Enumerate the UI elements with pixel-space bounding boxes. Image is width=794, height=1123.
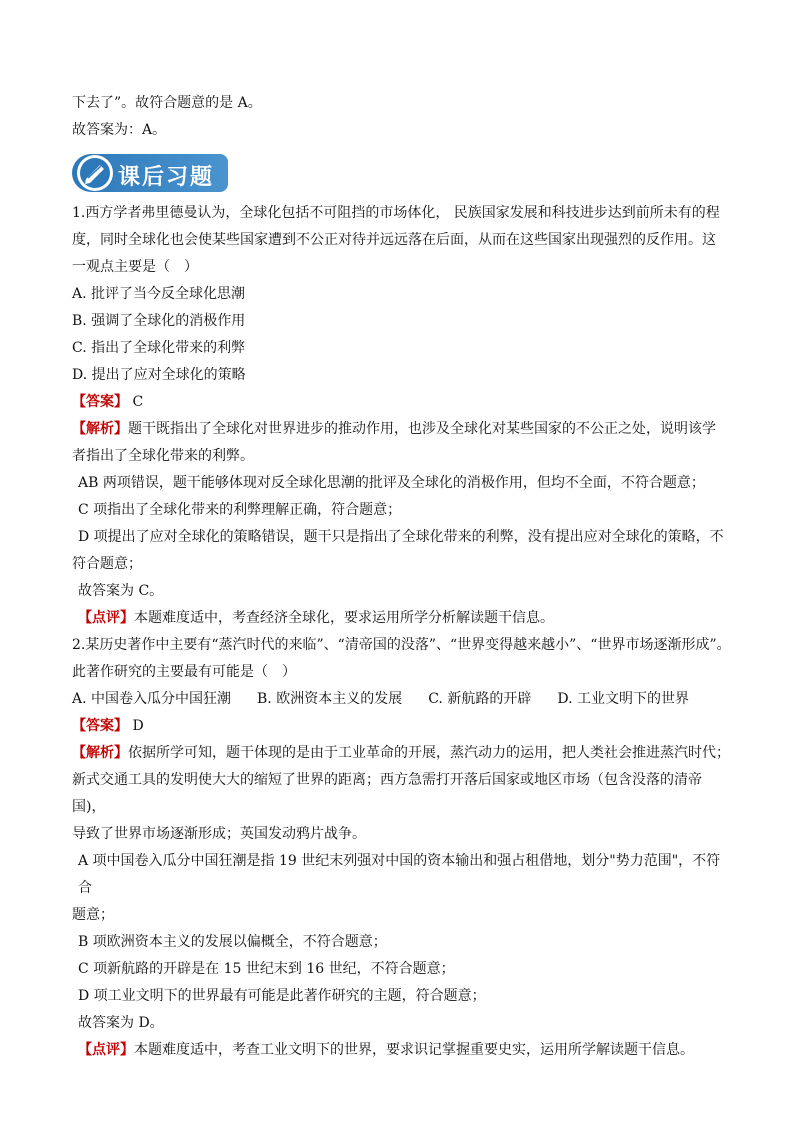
analysis-text: 题干既指出了全球化对世界进步的推动作用，也涉及全球化对某些国家的不公正之处，说明该学 — [128, 421, 716, 437]
q2-comment — [72, 1037, 732, 1064]
analysis-tag: 【解析】 — [72, 421, 128, 437]
comment-text: 本题难度适中，考查经济全球化，要求运用所学分析解读题干信息。 — [134, 610, 554, 626]
section-banner — [72, 152, 732, 196]
pencil-book-icon — [76, 154, 114, 192]
q2-option-c: C. 新航路的开辟 — [428, 691, 532, 707]
comment-tag: 【点评】 — [78, 1042, 134, 1058]
q2-explanation: A 项中国卷入瓜分中国狂潮是指 19 世纪末列强对中国的资本输出和强占租借地，划分"势力范围"，不符合 — [78, 853, 721, 896]
q1-explanation: D 项提出了应对全球化的策略错误，题干只是指出了全球化带来的利弊，没有提出应对全球化的策略，不 — [78, 529, 724, 545]
q2-option-a: A. 中国卷入瓜分中国狂潮 — [72, 691, 232, 707]
q1-final-answer: 故答案为 C。 — [78, 583, 164, 599]
q2-analysis-line: 导致了世界市场逐渐形成；英国发动鸦片战争。 — [72, 826, 366, 842]
q1-option-c: C. 指出了全球化带来的利弊 — [72, 340, 246, 356]
q2-option-d: D. 工业文明下的世界 — [557, 691, 689, 707]
q1-option-d: D. 提出了应对全球化的策略 — [72, 367, 246, 383]
q1-option-a: A. 批评了当今反全球化思潮 — [72, 286, 246, 302]
intro-answer: 故答案为：A。 — [72, 122, 167, 138]
answer-value: D — [128, 718, 144, 734]
section-title: 课后习题 — [118, 165, 215, 190]
intro-line: 下去了”。故符合题意的是 A。 — [72, 95, 262, 111]
q2-analysis — [72, 740, 732, 767]
q1-analysis — [72, 416, 732, 443]
q1-stem-line: 一观点主要是（ ） — [72, 259, 198, 275]
q2-explanation: C 项新航路的开辟是在 15 世纪末到 16 世纪，不符合题意； — [78, 961, 455, 977]
q1-explanation: 符合题意； — [72, 556, 142, 572]
comment-text: 本题难度适中，考查工业文明下的世界，要求识记掌握重要史实，运用所学解读题干信息。 — [134, 1042, 694, 1058]
q1-analysis-line: 者指出了全球化带来的利弊。 — [72, 448, 254, 464]
q1-option-b: B. 强调了全球化的消极作用 — [72, 313, 246, 329]
q2-explanation: 题意； — [72, 907, 114, 923]
q2-answer — [72, 713, 732, 740]
q2-options — [72, 686, 732, 713]
q2-explanation: B 项欧洲资本主义的发展以偏概全，不符合题意； — [78, 934, 387, 950]
q1-stem-line: 1.西方学者弗里德曼认为，全球化包括不可阻挡的市场体化， 民族国家发展和科技进步达到前所未有的程 — [72, 205, 720, 221]
q2-explanation: D 项工业文明下的世界最有可能是此著作研究的主题，符合题意； — [78, 988, 486, 1004]
answer-tag: 【答案】 — [72, 394, 128, 410]
document-page — [72, 90, 732, 1064]
question-1 — [72, 200, 732, 632]
q1-answer — [72, 389, 732, 416]
comment-tag: 【点评】 — [78, 610, 134, 626]
answer-value: C — [128, 394, 144, 410]
q1-stem-line: 度，同时全球化也会使某些国家遭到不公正对待并远远落在后面，从而在这些国家出现强烈的反作用。这 — [72, 232, 716, 248]
question-2 — [72, 632, 732, 1064]
q1-explanation: C 项指出了全球化带来的利弊理解正确，符合题意； — [78, 502, 402, 518]
q2-analysis-line: 新式交通工具的发明使大大的缩短了世界的距离；西方急需打开落后国家或地区市场（包含没落的清帝国)， — [72, 772, 702, 815]
q1-comment — [72, 605, 732, 632]
answer-tag: 【答案】 — [72, 718, 128, 734]
q2-stem-line: 2.某历史著作中主要有“蒸汽时代的来临”、“清帝国的没落”、“世界变得越来越小”、“世界市场逐渐形成”。 — [72, 637, 731, 653]
q2-final-answer: 故答案为 D。 — [78, 1015, 164, 1031]
analysis-text: 依据所学可知，题干体现的是由于工业革命的开展，蒸汽动力的运用，把人类社会推进蒸汽时代； — [128, 745, 730, 761]
q1-explanation: AB 两项错误，题干能够体现对反全球化思潮的批评及全球化的消极作用，但均不全面，不符合题意； — [78, 475, 705, 491]
q2-option-b: B. 欧洲资本主义的发展 — [257, 691, 403, 707]
q2-stem-line: 此著作研究的主要最有可能是（ ） — [72, 664, 296, 680]
analysis-tag: 【解析】 — [72, 745, 128, 761]
